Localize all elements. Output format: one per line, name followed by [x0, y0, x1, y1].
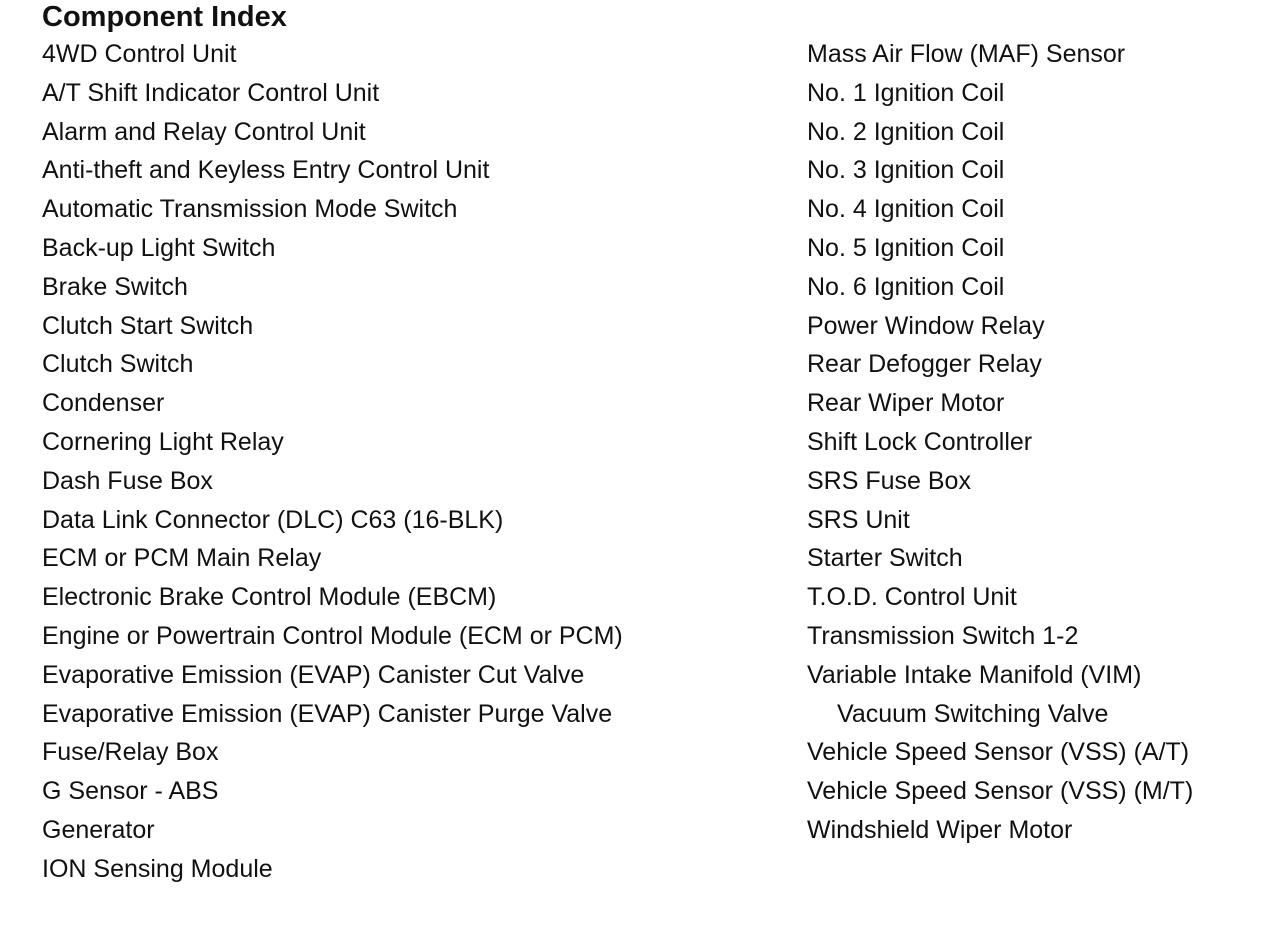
component-item: Data Link Connector (DLC) C63 (16-BLK) [42, 505, 504, 534]
component-item: No. 2 Ignition Coil [807, 117, 1005, 146]
component-item: ECM or PCM Main Relay [42, 544, 322, 573]
component-item: Windshield Wiper Motor [807, 815, 1073, 844]
component-item: Alarm and Relay Control Unit [42, 117, 366, 146]
component-item: Power Window Relay [807, 311, 1045, 340]
component-item-continuation: Vacuum Switching Valve [837, 699, 1109, 728]
component-item: Automatic Transmission Mode Switch [42, 195, 458, 224]
component-item: Condenser [42, 389, 165, 418]
component-item: Clutch Switch [42, 350, 194, 379]
component-item: No. 1 Ignition Coil [807, 78, 1005, 107]
component-item: Mass Air Flow (MAF) Sensor [807, 40, 1126, 68]
component-item: Back-up Light Switch [42, 233, 276, 262]
component-item: No. 5 Ignition Coil [807, 233, 1005, 262]
component-item: Rear Defogger Relay [807, 350, 1042, 379]
component-item: SRS Unit [807, 505, 910, 534]
component-item: Clutch Start Switch [42, 311, 254, 340]
component-item: Brake Switch [42, 272, 188, 301]
component-item: Vehicle Speed Sensor (VSS) (M/T) [807, 777, 1194, 806]
component-list-left [42, 35, 623, 889]
component-item: 4WD Control Unit [42, 40, 237, 68]
component-item: Transmission Switch 1-2 [807, 621, 1079, 650]
component-item: No. 4 Ignition Coil [807, 195, 1005, 224]
component-item: No. 3 Ignition Coil [807, 156, 1005, 185]
component-item: Shift Lock Controller [807, 427, 1033, 456]
component-item: Anti-theft and Keyless Entry Control Unit [42, 156, 490, 185]
component-list-right [807, 35, 1193, 850]
component-item: A/T Shift Indicator Control Unit [42, 78, 380, 107]
component-item: Fuse/Relay Box [42, 738, 219, 767]
component-item: Vehicle Speed Sensor (VSS) (A/T) [807, 738, 1190, 767]
component-item: SRS Fuse Box [807, 466, 971, 495]
component-item: Evaporative Emission (EVAP) Canister Cut Valve [42, 660, 585, 689]
component-item: Starter Switch [807, 544, 963, 573]
component-item: Engine or Powertrain Control Module (ECM or PCM) [42, 621, 623, 650]
component-item: G Sensor - ABS [42, 777, 219, 806]
component-item: Rear Wiper Motor [807, 389, 1005, 418]
component-item: T.O.D. Control Unit [807, 583, 1017, 612]
component-item: ION Sensing Module [42, 854, 273, 883]
component-item: No. 6 Ignition Coil [807, 272, 1005, 301]
component-item: Generator [42, 815, 155, 844]
component-item: Variable Intake Manifold (VIM) [807, 660, 1142, 689]
component-item: Cornering Light Relay [42, 427, 284, 456]
component-item: Dash Fuse Box [42, 466, 213, 495]
component-item: Electronic Brake Control Module (EBCM) [42, 583, 497, 612]
component-item: Evaporative Emission (EVAP) Canister Purge Valve [42, 699, 613, 728]
page-title: Component Index [42, 1, 287, 33]
